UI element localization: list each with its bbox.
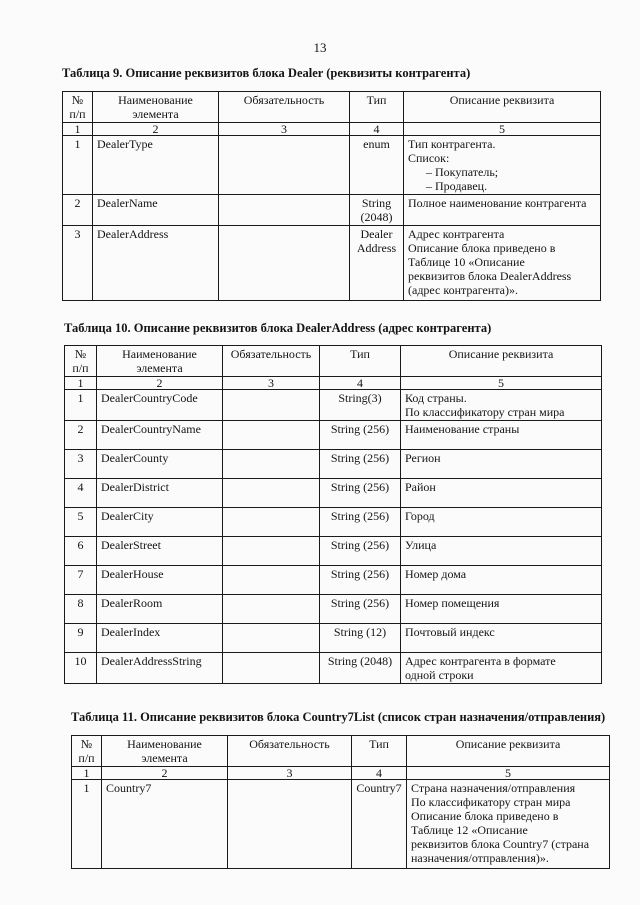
- element-name: DealerIndex: [97, 624, 223, 653]
- element-name: DealerAddress: [93, 226, 219, 301]
- required-cell: [223, 624, 320, 653]
- column-number: 2: [97, 377, 223, 390]
- type-cell: String (2048): [320, 653, 401, 684]
- column-number: 5: [404, 123, 601, 136]
- row-number: 8: [65, 595, 97, 624]
- header-type: Тип: [352, 736, 407, 767]
- description-line: Страна назначения/отправления: [411, 781, 576, 795]
- description-line: Полное наименование контрагента: [408, 196, 587, 210]
- row-number: 10: [65, 653, 97, 684]
- column-number: 1: [72, 767, 102, 780]
- required-cell: [219, 195, 350, 226]
- table-row: [65, 537, 602, 566]
- header-name: Наименование элемента: [102, 736, 228, 767]
- table11-country7list: [71, 735, 610, 869]
- required-cell: [219, 136, 350, 195]
- table-row: [65, 508, 602, 537]
- row-number: 2: [65, 421, 97, 450]
- header-row: [65, 346, 602, 377]
- type-cell: String(3): [320, 390, 401, 421]
- column-number: 5: [407, 767, 610, 780]
- table-row: [63, 136, 601, 195]
- description-line: Город: [405, 509, 435, 523]
- description-line: реквизитов блока Country7 (страна: [411, 837, 590, 851]
- required-cell: [223, 421, 320, 450]
- type-cell: String (12): [320, 624, 401, 653]
- element-name: DealerCountryName: [97, 421, 223, 450]
- table-row: [72, 780, 610, 869]
- element-name: DealerName: [93, 195, 219, 226]
- table-row: [65, 450, 602, 479]
- header-type: Тип: [320, 346, 401, 377]
- description-line: Код страны.: [405, 391, 467, 405]
- page-number: 13: [313, 40, 327, 55]
- description-line: Регион: [405, 451, 441, 465]
- table-row: [65, 390, 602, 421]
- description-cell: [401, 421, 602, 450]
- required-cell: [223, 450, 320, 479]
- element-name: DealerCity: [97, 508, 223, 537]
- column-number-row: [63, 123, 601, 136]
- description-line: Район: [405, 480, 436, 494]
- table-row: [65, 566, 602, 595]
- header-row: [72, 736, 610, 767]
- type-cell: String (256): [320, 450, 401, 479]
- element-name: DealerCounty: [97, 450, 223, 479]
- description-line: По классификатору стран мира: [405, 405, 565, 419]
- description-cell: [401, 653, 602, 684]
- required-cell: [223, 508, 320, 537]
- required-cell: [223, 537, 320, 566]
- description-line: Улица: [405, 538, 437, 552]
- type-cell: String (256): [320, 508, 401, 537]
- required-cell: [219, 226, 350, 301]
- table-row: [65, 479, 602, 508]
- column-number: 2: [93, 123, 219, 136]
- description-line: Таблице 12 «Описание: [411, 823, 528, 837]
- row-number: 2: [63, 195, 93, 226]
- element-name: DealerType: [93, 136, 219, 195]
- table-row: [65, 595, 602, 624]
- header-number: № п/п: [72, 736, 102, 767]
- description-cell: [401, 595, 602, 624]
- column-number-row: [72, 767, 610, 780]
- header-number: № п/п: [65, 346, 97, 377]
- required-cell: [223, 595, 320, 624]
- column-number: 4: [320, 377, 401, 390]
- column-number: 3: [228, 767, 352, 780]
- column-number: 4: [350, 123, 404, 136]
- description-line: Адрес контрагента в формате: [405, 654, 556, 668]
- required-cell: [223, 566, 320, 595]
- description-list-item: – Покупатель;: [408, 165, 596, 179]
- row-number: 3: [65, 450, 97, 479]
- description-cell: [401, 566, 602, 595]
- type-cell: Dealer Address: [350, 226, 404, 301]
- element-name: DealerHouse: [97, 566, 223, 595]
- description-cell: [401, 390, 602, 421]
- row-number: 1: [63, 136, 93, 195]
- description-line: Список:: [408, 151, 450, 165]
- column-number: 1: [63, 123, 93, 136]
- header-number: № п/п: [63, 92, 93, 123]
- element-name: DealerAddressString: [97, 653, 223, 684]
- element-name: DealerDistrict: [97, 479, 223, 508]
- type-cell: String (2048): [350, 195, 404, 226]
- description-line: Наименование страны: [405, 422, 520, 436]
- description-line: реквизитов блока DealerAddress: [408, 269, 572, 283]
- table-row: [65, 421, 602, 450]
- type-cell: String (256): [320, 479, 401, 508]
- header-name: Наименование элемента: [97, 346, 223, 377]
- description-line: назначения/отправления)».: [411, 851, 549, 865]
- description-line: По классификатору стран мира: [411, 795, 571, 809]
- type-cell: String (256): [320, 537, 401, 566]
- table10-dealer-address: [64, 345, 602, 684]
- row-number: 9: [65, 624, 97, 653]
- column-number: 2: [102, 767, 228, 780]
- column-number: 4: [352, 767, 407, 780]
- column-number: 3: [219, 123, 350, 136]
- type-cell: Country7: [352, 780, 407, 869]
- description-cell: [401, 450, 602, 479]
- table9-dealer: [62, 91, 601, 301]
- table11-caption: Таблица 11. Описание реквизитов блока Country7List (список стран назначения/отправления): [71, 710, 606, 724]
- description-line: Таблице 10 «Описание: [408, 255, 525, 269]
- description-line: Тип контрагента.: [408, 137, 496, 151]
- description-cell: [404, 226, 601, 301]
- description-line: Описание блока приведено в: [408, 241, 556, 255]
- description-line: Почтовый индекс: [405, 625, 495, 639]
- table-row: [63, 195, 601, 226]
- element-name: DealerRoom: [97, 595, 223, 624]
- description-line: (адрес контрагента)».: [408, 283, 518, 297]
- header-type: Тип: [350, 92, 404, 123]
- description-cell: [401, 508, 602, 537]
- header-row: [63, 92, 601, 123]
- type-cell: String (256): [320, 566, 401, 595]
- description-line: Номер помещения: [405, 596, 500, 610]
- table-row: [65, 624, 602, 653]
- table10-caption: Таблица 10. Описание реквизитов блока DealerAddress (адрес контрагента): [64, 321, 492, 335]
- type-cell: enum: [350, 136, 404, 195]
- column-number: 5: [401, 377, 602, 390]
- element-name: DealerCountryCode: [97, 390, 223, 421]
- header-description: Описание реквизита: [401, 346, 602, 377]
- header-required: Обязательность: [228, 736, 352, 767]
- required-cell: [228, 780, 352, 869]
- description-line: Адрес контрагента: [408, 227, 505, 241]
- description-line: одной строки: [405, 668, 474, 682]
- row-number: 3: [63, 226, 93, 301]
- header-description: Описание реквизита: [404, 92, 601, 123]
- description-line: Описание блока приведено в: [411, 809, 559, 823]
- row-number: 4: [65, 479, 97, 508]
- description-line: Номер дома: [405, 567, 467, 581]
- description-cell: [404, 136, 601, 195]
- table9-caption: Таблица 9. Описание реквизитов блока Dealer (реквизиты контрагента): [62, 66, 471, 80]
- required-cell: [223, 390, 320, 421]
- required-cell: [223, 479, 320, 508]
- table-row: [63, 226, 601, 301]
- column-number-row: [65, 377, 602, 390]
- required-cell: [223, 653, 320, 684]
- description-cell: [401, 624, 602, 653]
- type-cell: String (256): [320, 421, 401, 450]
- description-cell: [404, 195, 601, 226]
- element-name: Country7: [102, 780, 228, 869]
- description-cell: [407, 780, 610, 869]
- row-number: 1: [65, 390, 97, 421]
- row-number: 1: [72, 780, 102, 869]
- column-number: 1: [65, 377, 97, 390]
- row-number: 5: [65, 508, 97, 537]
- description-list-item: – Продавец.: [408, 179, 596, 193]
- element-name: DealerStreet: [97, 537, 223, 566]
- header-required: Обязательность: [223, 346, 320, 377]
- description-cell: [401, 537, 602, 566]
- type-cell: String (256): [320, 595, 401, 624]
- table-row: [65, 653, 602, 684]
- column-number: 3: [223, 377, 320, 390]
- header-required: Обязательность: [219, 92, 350, 123]
- header-name: Наименование элемента: [93, 92, 219, 123]
- row-number: 6: [65, 537, 97, 566]
- description-cell: [401, 479, 602, 508]
- header-description: Описание реквизита: [407, 736, 610, 767]
- row-number: 7: [65, 566, 97, 595]
